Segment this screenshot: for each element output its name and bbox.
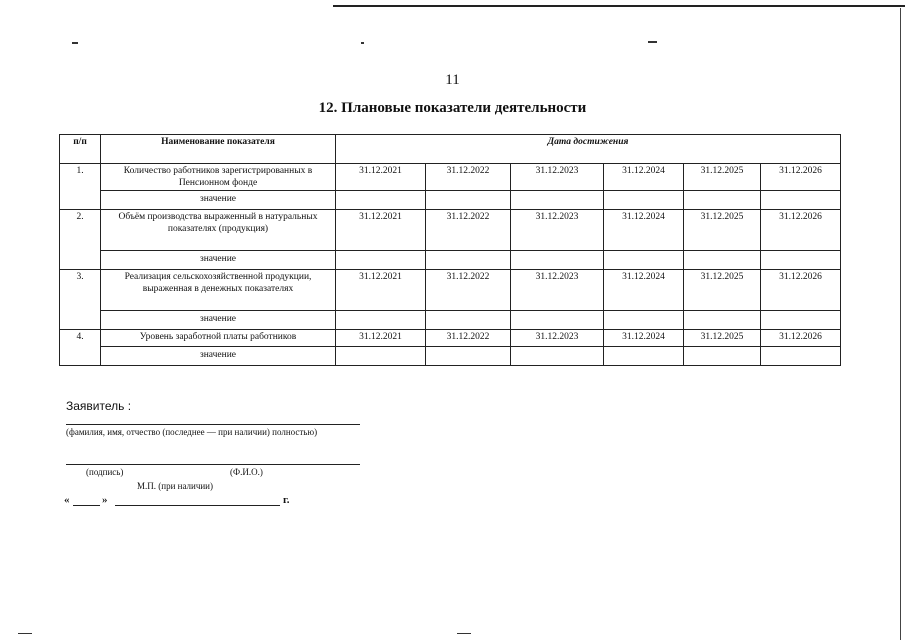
date-field <box>64 494 70 506</box>
value-cell[interactable] <box>684 347 761 366</box>
value-cell[interactable] <box>511 191 604 210</box>
row-date: 31.12.2023 <box>511 164 604 191</box>
row-date: 31.12.2024 <box>604 270 684 311</box>
row-date: 31.12.2025 <box>684 330 761 347</box>
scan-speck <box>72 42 78 44</box>
table-row <box>60 164 841 191</box>
header-name: Наименование показателя <box>101 135 336 164</box>
applicant-label: Заявитель : <box>66 399 132 413</box>
day-input-line[interactable] <box>73 505 100 506</box>
row-date: 31.12.2025 <box>684 164 761 191</box>
header-num: п/п <box>60 135 101 164</box>
scan-speck <box>361 42 364 44</box>
table-row <box>60 330 841 347</box>
row-date: 31.12.2026 <box>761 210 841 251</box>
fio-caption: (фамилия, имя, отчество (последнее — при наличии) полностью) <box>66 427 318 437</box>
fio-input-line[interactable] <box>66 424 360 425</box>
date-close-quote-wrap <box>102 494 108 506</box>
row-indicator-name: Реализация сельскохозяйственной продукции, выраженная в денежных показателях <box>101 270 336 311</box>
row-date: 31.12.2024 <box>604 330 684 347</box>
date-close-quote: » <box>102 494 108 506</box>
row-date: 31.12.2023 <box>511 270 604 311</box>
year-suffix-wrap <box>283 494 290 506</box>
row-date: 31.12.2021 <box>336 210 426 251</box>
value-cell[interactable] <box>604 311 684 330</box>
value-row <box>60 347 841 366</box>
value-cell[interactable] <box>336 347 426 366</box>
sign-caption: (подпись) <box>86 467 124 477</box>
scan-border-top <box>333 5 905 7</box>
year-suffix: г. <box>283 494 290 506</box>
value-cell[interactable] <box>426 311 511 330</box>
value-cell[interactable] <box>684 311 761 330</box>
row-num: 2. <box>60 210 101 270</box>
row-date: 31.12.2023 <box>511 330 604 347</box>
section-title: 12. Плановые показатели деятельности <box>318 100 587 116</box>
value-cell[interactable] <box>684 191 761 210</box>
value-cell[interactable] <box>604 347 684 366</box>
row-date: 31.12.2024 <box>604 164 684 191</box>
value-label: значение <box>101 311 336 330</box>
value-row <box>60 311 841 330</box>
value-cell[interactable] <box>336 251 426 270</box>
table-header-row <box>60 135 841 164</box>
row-num: 3. <box>60 270 101 330</box>
table-row <box>60 210 841 251</box>
value-cell[interactable] <box>511 347 604 366</box>
value-label: значение <box>101 191 336 210</box>
value-cell[interactable] <box>761 311 841 330</box>
value-cell[interactable] <box>511 311 604 330</box>
value-row <box>60 191 841 210</box>
value-label: значение <box>101 251 336 270</box>
row-date: 31.12.2025 <box>684 270 761 311</box>
fio-short-caption: (Ф.И.О.) <box>230 467 263 477</box>
value-cell[interactable] <box>761 191 841 210</box>
row-date: 31.12.2023 <box>511 210 604 251</box>
scan-speck <box>457 633 471 634</box>
scan-speck <box>18 633 32 634</box>
month-year-input-line[interactable] <box>115 505 280 506</box>
row-date: 31.12.2024 <box>604 210 684 251</box>
row-date: 31.12.2021 <box>336 164 426 191</box>
value-cell[interactable] <box>336 191 426 210</box>
row-date: 31.12.2022 <box>426 270 511 311</box>
row-date: 31.12.2021 <box>336 330 426 347</box>
row-num: 4. <box>60 330 101 366</box>
row-date: 31.12.2022 <box>426 210 511 251</box>
value-cell[interactable] <box>426 347 511 366</box>
row-date: 31.12.2022 <box>426 164 511 191</box>
value-cell[interactable] <box>336 311 426 330</box>
row-indicator-name: Уровень заработной платы работников <box>101 330 336 347</box>
header-date: Дата достижения <box>336 135 841 164</box>
table-row <box>60 270 841 311</box>
row-date: 31.12.2026 <box>761 164 841 191</box>
value-cell[interactable] <box>426 251 511 270</box>
value-cell[interactable] <box>426 191 511 210</box>
indicators-table <box>59 134 841 366</box>
value-row <box>60 251 841 270</box>
row-indicator-name: Объём производства выраженный в натуральных показателях (продукция) <box>101 210 336 251</box>
row-num: 1. <box>60 164 101 210</box>
signature-input-line[interactable] <box>66 464 360 465</box>
row-date: 31.12.2021 <box>336 270 426 311</box>
value-cell[interactable] <box>761 347 841 366</box>
value-cell[interactable] <box>604 251 684 270</box>
value-cell[interactable] <box>684 251 761 270</box>
date-open-quote: « <box>64 494 70 506</box>
row-date: 31.12.2026 <box>761 330 841 347</box>
page-number: 11 <box>445 72 460 88</box>
row-date: 31.12.2025 <box>684 210 761 251</box>
value-label: значение <box>101 347 336 366</box>
scan-speck <box>648 41 657 43</box>
stamp-caption: М.П. (при наличии) <box>137 481 213 491</box>
row-date: 31.12.2022 <box>426 330 511 347</box>
value-cell[interactable] <box>761 251 841 270</box>
value-cell[interactable] <box>511 251 604 270</box>
row-indicator-name: Количество работников зарегистрированных в Пенсионном фонде <box>101 164 336 191</box>
value-cell[interactable] <box>604 191 684 210</box>
row-date: 31.12.2026 <box>761 270 841 311</box>
